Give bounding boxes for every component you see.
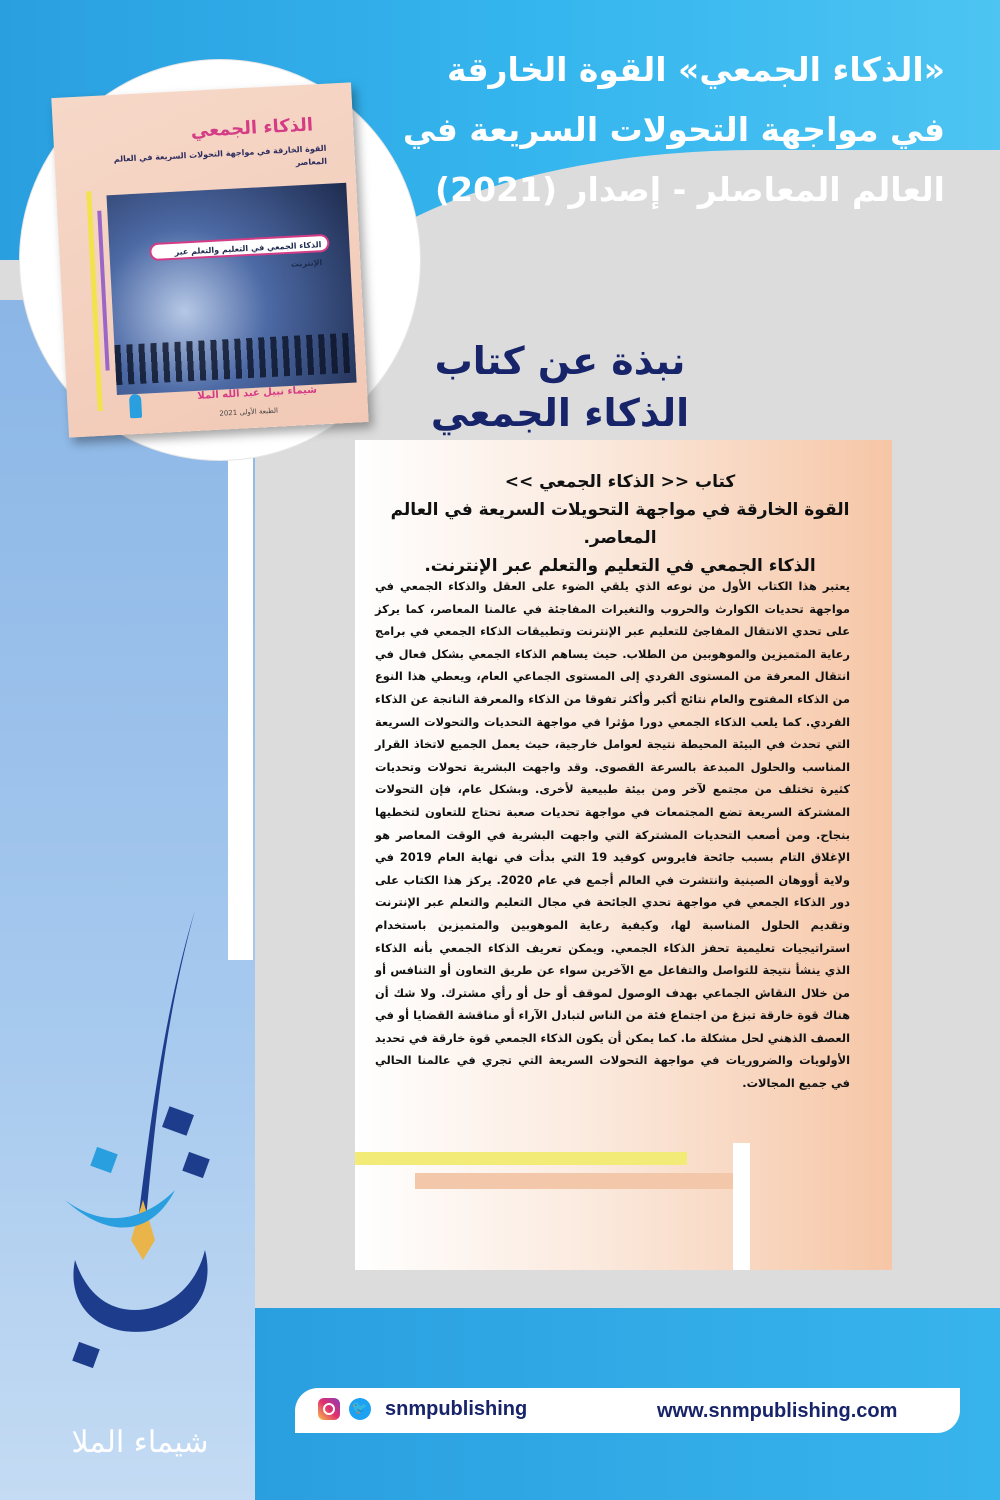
book-cover-author: شيماء نبيل عبد الله الملا [197, 384, 318, 402]
calligraphy-logo-icon [45, 900, 235, 1380]
website-link[interactable]: www.snmpublishing.com [657, 1400, 898, 1422]
social-handle[interactable]: snmpublishing [385, 1398, 528, 1420]
decor-bar-peach [415, 1173, 733, 1189]
book-cover-subtitle: القوة الخارقة في مواجهة التحولات السريعة في العالم المعاصر [113, 143, 328, 168]
twitter-icon[interactable]: 🐦 [349, 1398, 371, 1420]
intro-block [385, 468, 855, 580]
book-cover-edition: الطبعة الأولى 2021 [219, 406, 279, 418]
section-heading [380, 335, 740, 439]
section-heading-line: الذكاء الجمعي [430, 391, 690, 435]
intro-line: كتاب << الذكاء الجمعي >> [504, 472, 736, 492]
intro-line: الذكاء الجمعي في التعليم والتعلم عبر الإنترنت. [424, 556, 816, 576]
page-title: «الذكاء الجمعي» القوة الخارقة في مواجهة التحولات السريعة في العالم المعاصلر - إصدار (2021) [402, 50, 945, 209]
book-cover-title: الذكاء الجمعي [190, 114, 314, 142]
section-heading-line: نبذة عن كتاب [434, 339, 686, 383]
decor-bar-white [733, 1143, 750, 1270]
book-cover-search-bar: الذكاء الجمعي في التعليم والتعلم عبر الإنترنت [149, 234, 330, 261]
white-accent-bar [228, 440, 253, 960]
body-paragraph: يعتبر هذا الكتاب الأول من نوعه الذي يلقي الضوء على العقل والذكاء الجمعي في مواجهة تحديات الكوارث والحروب والتغيرات المفاجئة في عالمنا المعاصر، كما يركز على تحدي الانتقال المفاجئ للتعليم عبر الإنترنت وتطبيقات الذكاء الجمعي في برامج رعاية المتميزين والموهوبين من الطلاب. حيث يساهم الذكاء الجمعي بشكل فعال في انتقال المعرفة من المستوى الفردي إلى المستوى الجماعي العام، ويعطي هذا النوع من الذكاء المفتوح والعام نتائج أكبر وأكثر تفوقا من الذكاء والمعرفة الناتجة عن الذكاء الفردي. كما يلعب الذكاء الجمعي دورا مؤثرا في مواجهة التحديات والتحولات السريعة التي تحدث في البيئة المحيطة نتيجة لعوامل خارجية، حيث يعمل الجميع لاتخاذ القرار المناسب والحلول المبدعة بالسرعة القصوى. وقد واجهت البشرية تحولات وتحديات كثيرة تختلف من مجتمع لآخر ومن بيئة طبيعية لأخرى. وبشكل عام، فإن التحولات المشتركة السريعة تضع المجتمعات في مواجهة تحديات صعبة تحتاج للتعاون لتخطيها بنجاح. ومن أصعب التحديات المشتركة التي واجهت البشرية في الوقت المعاصر هو الإغلاق التام بسبب جائحة فايروس كوفيد 19 التي بدأت في نهاية العام 2019 في ولاية أووهان الصينية وانتشرت في العالم أجمع في عام 2020. يركز هذا الكتاب على دور الذكاء الجمعي في مواجهة تحدي الجائحة في مجال التعليم والتعلم عبر الإنترنت وتقديم الحلول المناسبة لها، وكيفية رعاية الموهوبين والمتميزين باستخدام استراتيجيات تعليمية تحفز الذكاء الجمعي. ويمكن تعريف الذكاء الجمعي بأنه الذكاء الذي ينشأ نتيجة للتواصل والتفاعل مع الآخرين سواء عن طريق التعاون أو التنافس أو من خلال النقاش الجماعي بهدف الوصول لموقف أو حل أو رأي مشترك. ولا شك أن هناك قوة خارقة تبزغ من اجتماع فئة من الناس لتبادل الآراء أو مناقشة القضايا أو في العصف الذهني لحل مشكلة ما. كما يمكن أن يكون الذكاء الجمعي قوة خارقة في تحديد الأولويات والضروريات في مواجهة التحولات السريعة التي تجري في عالمنا الحالي في جميع المجالات. [375, 579, 850, 1091]
intro-line: القوة الخارقة في مواجهة التحويلات السريعة في العالم المعاصر. [390, 500, 850, 548]
brand-name: شيماء الملا [71, 1425, 209, 1460]
book-cover-image [51, 82, 368, 437]
instagram-icon[interactable] [318, 1398, 340, 1420]
pen-logo-icon [129, 394, 142, 419]
decor-bar-yellow [355, 1152, 687, 1165]
